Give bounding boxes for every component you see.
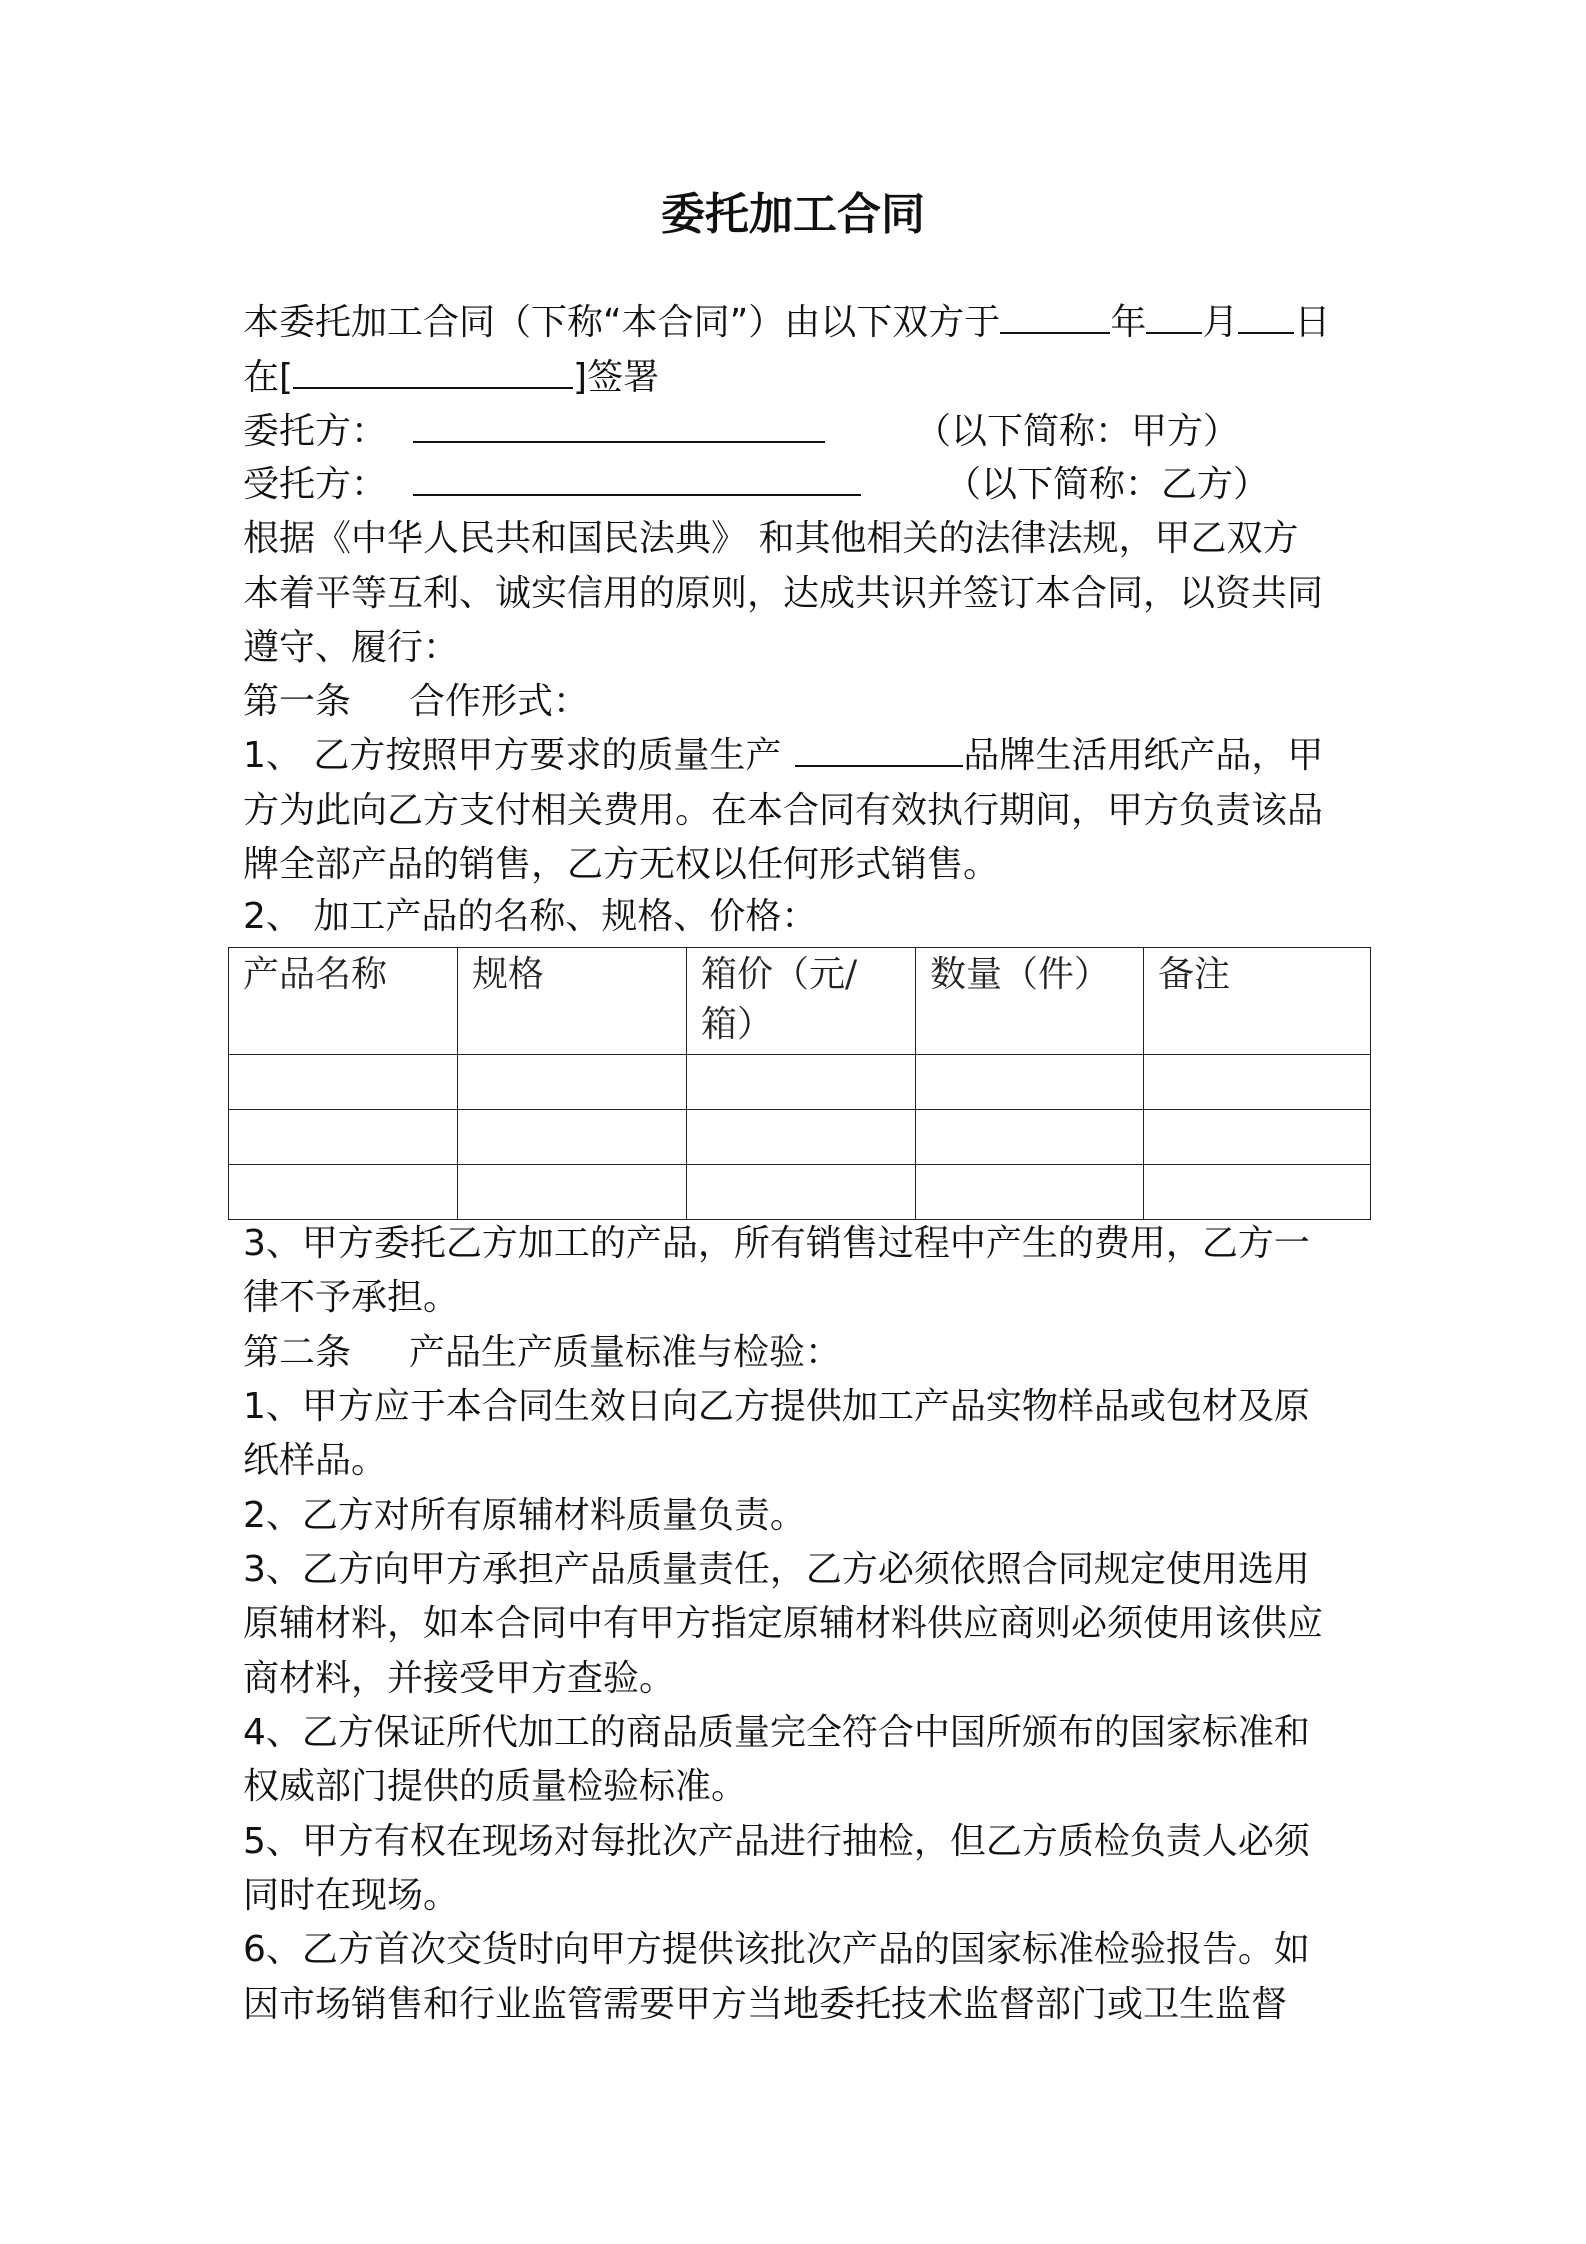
header-box-price: [687, 948, 916, 1055]
clause-1-line: [243, 731, 1323, 781]
preamble-line: 根据《中华人民共和国民法典》 和其他相关的法律法规，甲乙双方: [243, 518, 1299, 559]
article-2-line: 4、乙方保证所代加工的商品质量完全符合中国所颁布的国家标准和: [243, 1712, 1310, 1753]
article-2-line: 1、甲方应于本合同生效日向乙方提供加工产品实物样品或包材及原: [243, 1386, 1310, 1427]
header-spec: 规格: [458, 948, 687, 1055]
table-cell[interactable]: [458, 1165, 687, 1220]
table-cell[interactable]: [1144, 1055, 1371, 1110]
table-cell[interactable]: [916, 1055, 1144, 1110]
table-cell[interactable]: [229, 1110, 458, 1165]
article-title: 合作形式：: [409, 681, 590, 722]
article-2-line: 纸样品。: [243, 1440, 388, 1481]
clause-3-line: 3、甲方委托乙方加工的产品，所有销售过程中产生的费用，乙方一: [243, 1223, 1310, 1264]
table-row: [229, 1165, 1371, 1220]
table-cell[interactable]: [687, 1110, 916, 1165]
table-cell[interactable]: [1144, 1110, 1371, 1165]
table-cell[interactable]: [229, 1165, 458, 1220]
table-cell[interactable]: [687, 1165, 916, 1220]
product-spec-table: [228, 947, 1371, 1220]
article-2-line: 2、乙方对所有原辅材料质量负责。: [243, 1495, 806, 1536]
header-quantity: 数量（件）: [916, 948, 1144, 1055]
place-blank[interactable]: [293, 353, 573, 389]
article-2-line: 原辅材料，如本合同中有甲方指定原辅材料供应商则必须使用该供应: [243, 1603, 1324, 1644]
clause-3-line: 律不予承担。: [243, 1277, 460, 1318]
intro-line-1: [243, 298, 1330, 348]
party-a-label: 委托方：: [243, 411, 388, 452]
table-cell[interactable]: [916, 1110, 1144, 1165]
clause-1-suffix: 品牌生活用纸产品，甲: [963, 735, 1324, 776]
table-cell[interactable]: [1144, 1165, 1371, 1220]
article-2-line: 同时在现场。: [243, 1875, 460, 1916]
brand-blank[interactable]: [795, 731, 963, 767]
intro-text: 本委托加工合同（下称“本合同”）由以下双方于: [243, 302, 1001, 343]
party-a-line: [243, 407, 1239, 457]
article-1-heading: [243, 677, 589, 727]
day-label: 日: [1294, 302, 1331, 343]
table-row: [229, 1055, 1371, 1110]
party-b-label: 受托方：: [243, 464, 388, 505]
table-cell[interactable]: [458, 1110, 687, 1165]
table-row: [229, 1110, 1371, 1165]
table-cell[interactable]: [229, 1055, 458, 1110]
document-title: 委托加工合同: [661, 189, 925, 240]
month-blank[interactable]: [1146, 298, 1202, 334]
table-header-row: [229, 948, 1371, 1055]
article-number: 第一条: [243, 681, 352, 722]
article-2-line: 6、乙方首次交货时向甲方提供该批次产品的国家标准检验报告。如: [243, 1929, 1310, 1970]
party-b-blank[interactable]: [413, 460, 861, 496]
month-label: 月: [1202, 302, 1239, 343]
table-cell[interactable]: [458, 1055, 687, 1110]
header-box-price-line-1: 箱价（元/: [701, 954, 858, 995]
header-product-name: 产品名称: [229, 948, 458, 1055]
article-number: 第二条: [243, 1332, 352, 1373]
article-title: 产品生产质量标准与检验：: [409, 1332, 842, 1373]
place-prefix: 在[: [243, 357, 294, 398]
clause-2-line: 2、 加工产品的名称、规格、价格：: [243, 896, 818, 937]
place-suffix: ]签署: [573, 357, 660, 398]
party-b-line: [243, 460, 1269, 510]
party-a-blank[interactable]: [413, 407, 825, 443]
table-cell[interactable]: [687, 1055, 916, 1110]
clause-1-line: 方为此向乙方支付相关费用。在本合同有效执行期间，甲方负责该品: [243, 790, 1324, 831]
year-label: 年: [1110, 302, 1147, 343]
header-box-price-line-2: 箱）: [701, 1004, 774, 1045]
preamble-line: 遵守、履行：: [243, 627, 460, 668]
article-2-line: 因市场销售和行业监管需要甲方当地委托技术监督部门或卫生监督: [243, 1984, 1288, 2025]
article-2-line: 3、乙方向甲方承担产品质量责任，乙方必须依照合同规定使用选用: [243, 1549, 1310, 1590]
year-blank[interactable]: [1000, 298, 1110, 334]
article-2-heading: [243, 1328, 841, 1378]
preamble-line: 本着平等互利、诚实信用的原则，达成共识并签订本合同，以资共同: [243, 573, 1324, 614]
header-remarks: 备注: [1144, 948, 1371, 1055]
intro-line-2: [243, 353, 659, 403]
party-a-note: （以下简称：甲方）: [915, 411, 1240, 452]
article-2-line: 权威部门提供的质量检验标准。: [243, 1766, 748, 1807]
table-cell[interactable]: [916, 1165, 1144, 1220]
clause-1-prefix: 1、 乙方按照甲方要求的质量生产: [243, 735, 782, 776]
article-2-line: 商材料，并接受甲方查验。: [243, 1658, 676, 1699]
clause-1-line: 牌全部产品的销售，乙方无权以任何形式销售。: [243, 844, 1000, 885]
article-2-line: 5、甲方有权在现场对每批次产品进行抽检，但乙方质检负责人必须: [243, 1821, 1310, 1862]
day-blank[interactable]: [1238, 298, 1294, 334]
party-b-note: （以下简称：乙方）: [945, 464, 1270, 505]
